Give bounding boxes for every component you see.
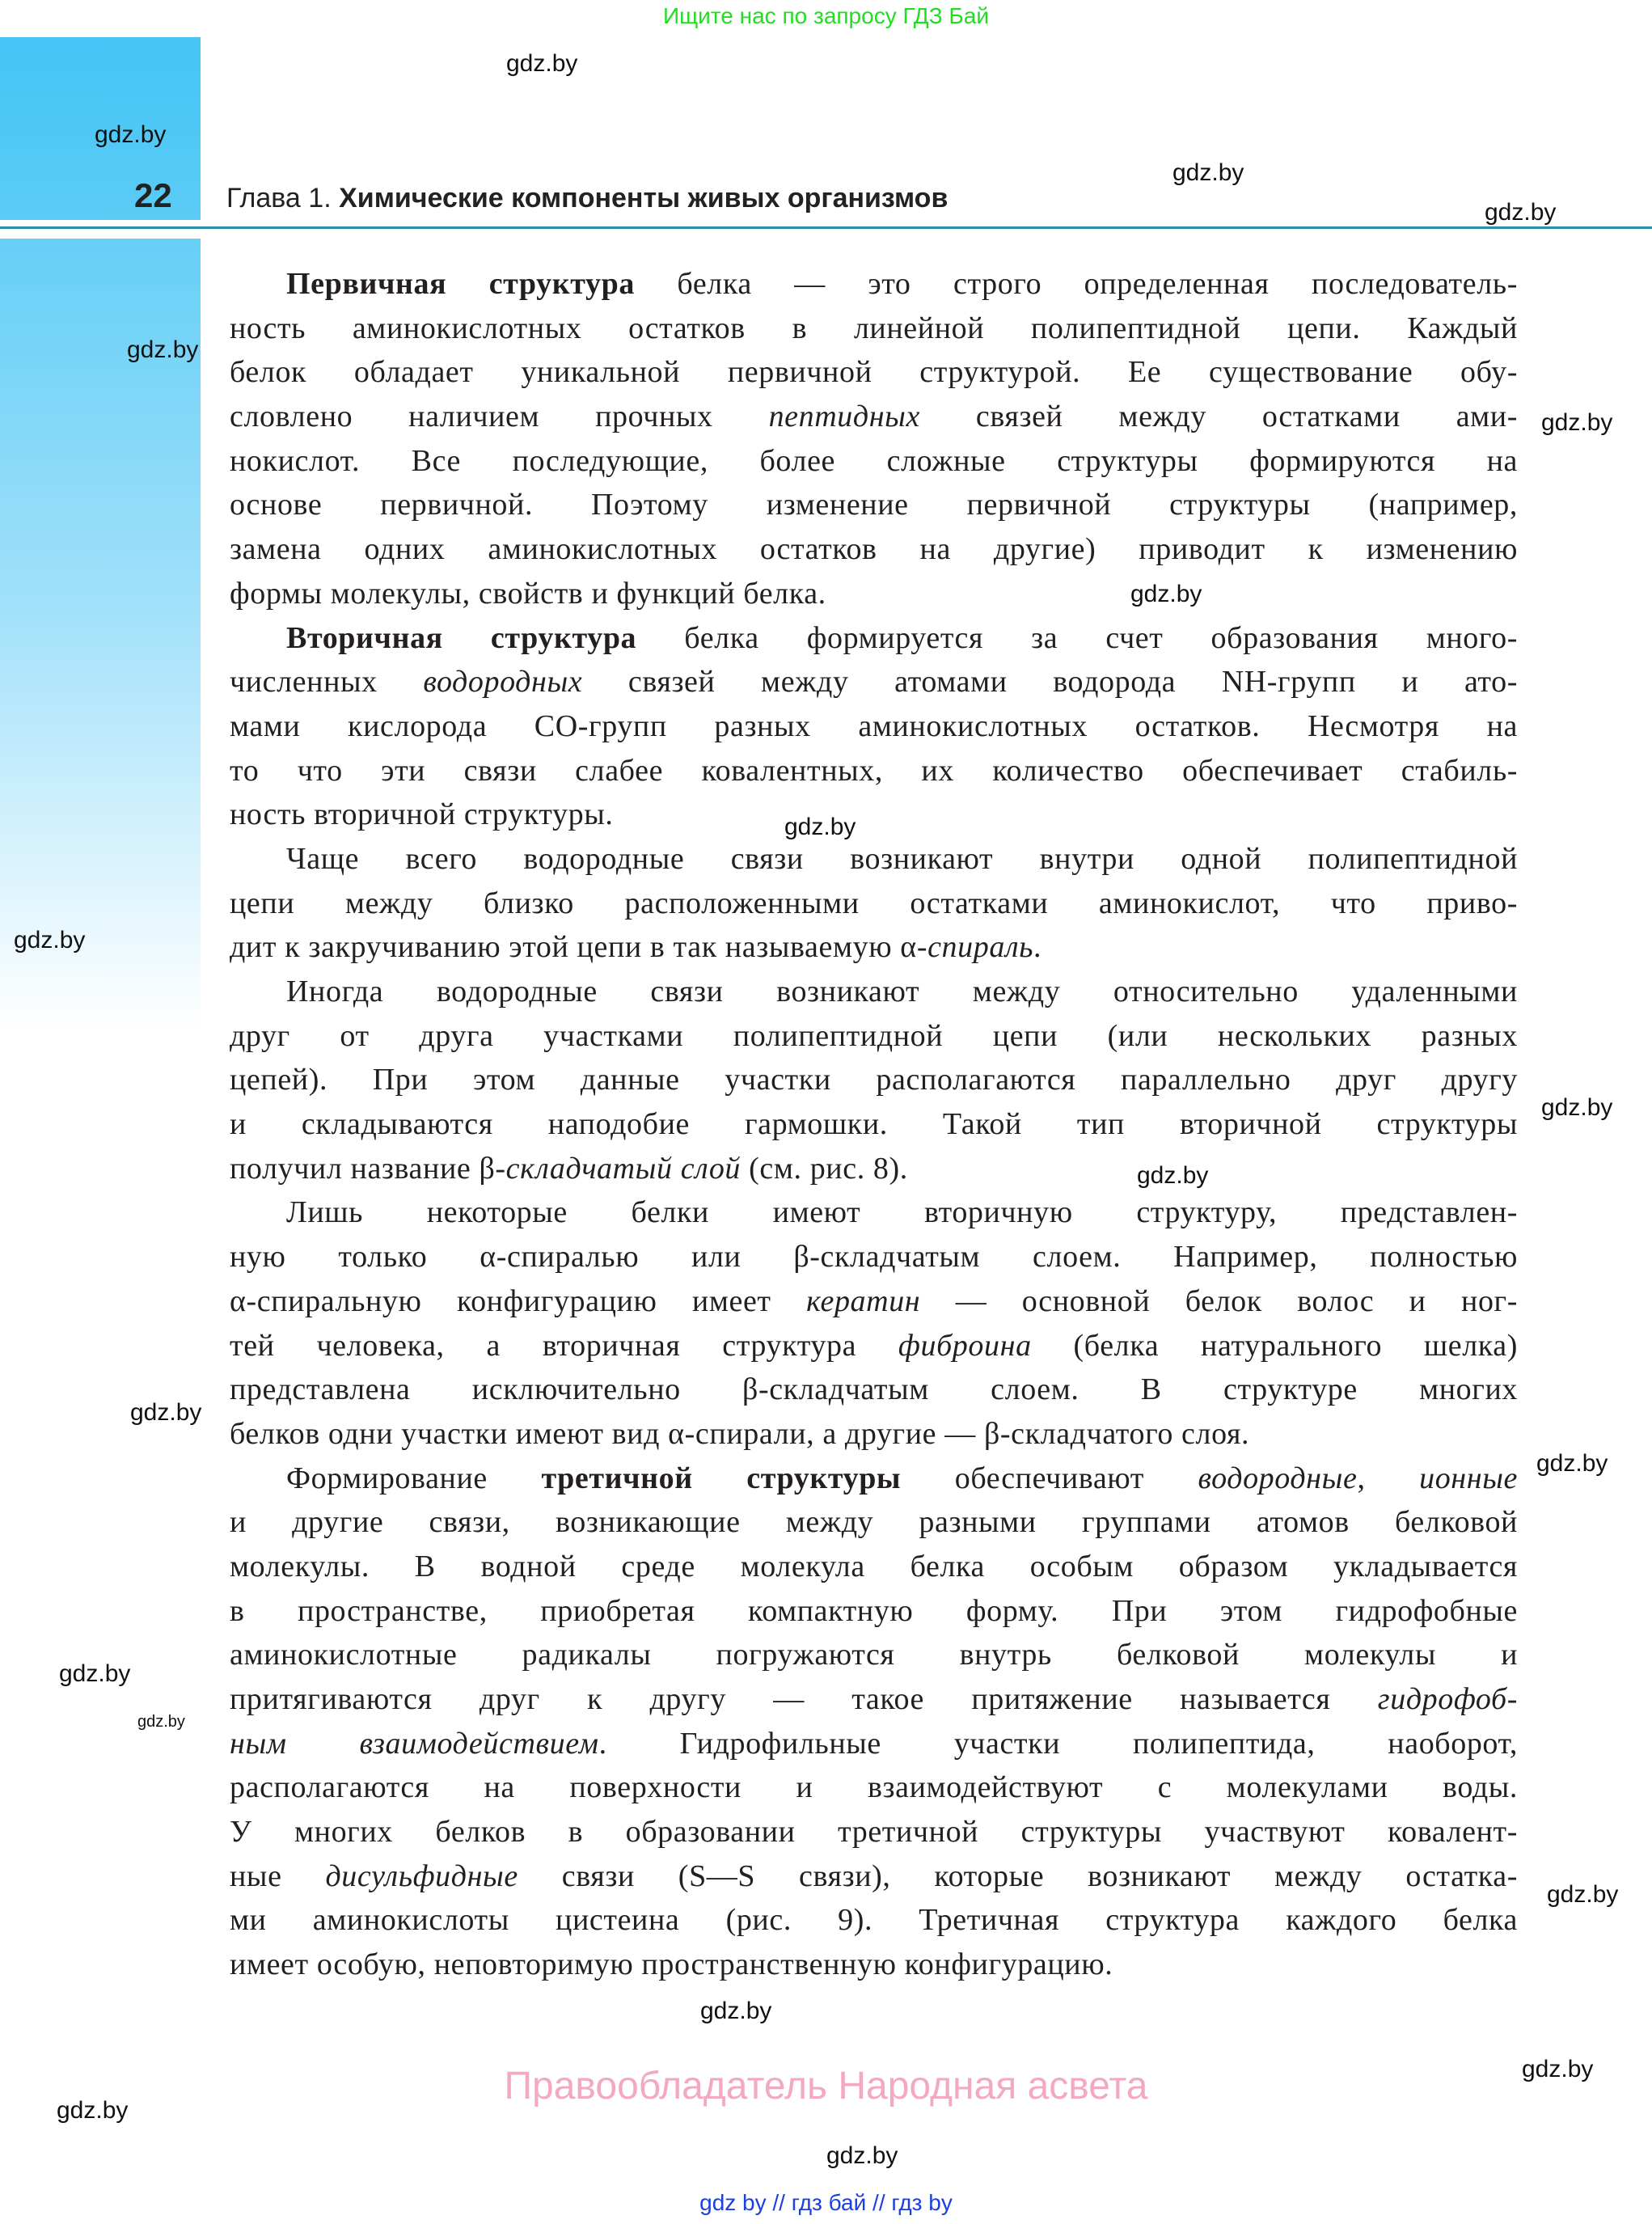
text-line	[230, 793, 1518, 837]
text-run: цепей). При этом данные участки располагаются параллельно друг другу	[230, 1063, 1518, 1097]
text-run: представлена исключительно β-складчатым слоем. В структуре многих	[230, 1372, 1518, 1407]
text-line	[230, 1898, 1518, 1943]
text-run: дит к закручиванию этой цепи в так называемую α-	[230, 930, 928, 965]
watermark: gdz.by	[1536, 1450, 1608, 1477]
watermark: gdz.by	[1541, 1094, 1613, 1121]
text-run: . Гидрофильные участки полипептида, наоборот,	[598, 1726, 1518, 1761]
text-line	[230, 395, 1518, 439]
text-line	[230, 483, 1518, 527]
text-line	[230, 1147, 1518, 1191]
text-run: α-спиральную конфигурацию имеет	[230, 1283, 807, 1318]
text-line	[230, 660, 1518, 704]
watermark: gdz.by	[700, 1998, 772, 2024]
search-hint-banner: Ищите нас по запросу ГДЗ Бай	[662, 3, 990, 28]
text-run: связи (S—S связи), которые возникают между остатка-	[518, 1858, 1518, 1893]
text-line	[230, 1545, 1518, 1589]
text-line	[230, 1324, 1518, 1368]
text-line	[230, 704, 1518, 749]
italic-term: гидрофоб-	[1377, 1682, 1518, 1716]
text-line	[230, 1279, 1518, 1324]
text-line	[230, 925, 1518, 970]
footer-links[interactable]: gdz by // гдз бай // гдз by	[699, 2190, 953, 2215]
watermark: gdz.by	[1172, 159, 1244, 186]
text-line	[230, 439, 1518, 484]
text-line	[230, 1235, 1518, 1279]
text-run: то что эти связи слабее ковалентных, их количество обеспечивает стабиль-	[230, 753, 1518, 788]
watermark: gdz.by	[95, 121, 167, 148]
text-run: аминокислотные радикалы погружаются внутрь белковой молекулы и	[230, 1638, 1518, 1672]
text-line	[230, 1500, 1518, 1545]
watermark: gdz.by	[1541, 409, 1613, 436]
text-line	[230, 1722, 1518, 1766]
text-line	[230, 1058, 1518, 1102]
text-run: притягиваются друг к другу — такое притяжение называется	[230, 1682, 1378, 1716]
text-run: основе первичной. Поэтому изменение первичной структуры (например,	[230, 488, 1518, 522]
text-run: формы молекулы, свойств и функций белка.	[230, 576, 826, 611]
text-run: ные	[230, 1858, 326, 1893]
bold-term: третичной структуры	[541, 1461, 902, 1495]
text-line	[230, 1943, 1518, 1987]
text-run: замена одних аминокислотных остатков на другие) приводит к изменению	[230, 532, 1518, 567]
text-run: Формирование	[286, 1461, 542, 1495]
text-line	[230, 1677, 1518, 1722]
text-line	[230, 1102, 1518, 1147]
text-run: численных	[230, 665, 424, 700]
text-line	[230, 307, 1518, 351]
bold-term: Первичная структура	[286, 267, 635, 301]
text-run: ми аминокислоты цистеина (рис. 9). Третичная структура каждого белка	[230, 1903, 1518, 1938]
text-run: Лишь некоторые белки имеют вторичную структуру, представлен-	[286, 1195, 1518, 1230]
text-line	[230, 1457, 1518, 1501]
text-run: Иногда водородные связи возникают между относительно удаленными	[286, 975, 1518, 1008]
text-line	[230, 1014, 1518, 1059]
italic-term: водородных	[423, 665, 583, 700]
text-line	[230, 1368, 1518, 1412]
text-run: белка формируется за счет образования много-	[636, 620, 1518, 655]
text-line	[230, 262, 1518, 307]
text-line	[230, 1633, 1518, 1677]
text-line	[230, 1589, 1518, 1634]
text-run: словлено наличием прочных	[230, 400, 769, 434]
watermark: gdz.by	[130, 1399, 202, 1426]
text-line	[230, 1765, 1518, 1810]
text-line	[230, 1810, 1518, 1854]
bold-term: Вторичная структура	[286, 620, 637, 655]
text-run: друг от друга участками полипептидной цепи (или нескольких разных	[230, 1018, 1518, 1053]
watermark: gdz.by	[826, 2142, 898, 2169]
text-line	[230, 616, 1518, 661]
italic-term: дисульфидные	[325, 1858, 518, 1893]
watermark: gdz.by	[784, 814, 856, 840]
text-run: обеспечивают	[901, 1461, 1198, 1495]
watermark: gdz.by	[14, 927, 86, 953]
text-run: У многих белков в образовании третичной структуры участвуют ковалент-	[230, 1815, 1518, 1850]
text-run: имеет особую, неповторимую пространственную конфигурацию.	[230, 1947, 1113, 1982]
text-run: и складываются наподобие гармошки. Такой тип вторичной структуры	[230, 1107, 1518, 1142]
copyright-notice: Правообладатель Народная асвета	[504, 2065, 1148, 2108]
text-run: белков одни участки имеют вид α-спирали, а другие — β-складчатого слоя.	[230, 1416, 1250, 1451]
watermark: gdz.by	[1547, 1881, 1619, 1908]
running-header	[226, 183, 948, 214]
watermark: gdz.by	[1130, 581, 1202, 607]
watermark: gdz.by	[57, 2097, 129, 2124]
text-run: мами кислорода CO-групп разных аминокислотных остатков. Несмотря на	[230, 708, 1518, 743]
italic-term: ным взаимодействием	[230, 1726, 599, 1761]
text-run: ность вторичной структуры.	[230, 797, 614, 832]
page-number: 22	[134, 176, 172, 214]
text-run: цепи между близко расположенными остатками аминокислот, что приво-	[230, 886, 1518, 920]
text-run: ную только α-спиралью или β-складчатым слоем. Например, полностью	[230, 1240, 1518, 1275]
text-line	[230, 837, 1518, 882]
text-run: (см. рис. 8).	[741, 1151, 908, 1186]
text-line	[230, 970, 1518, 1014]
italic-term: ионные	[1419, 1461, 1518, 1495]
watermark: gdz.by	[1137, 1162, 1209, 1189]
text-line	[230, 1854, 1518, 1899]
text-run: и другие связи, возникающие между разными группами атомов белковой	[230, 1505, 1518, 1540]
text-run: нокислот. Все последующие, более сложные структуры формируются на	[230, 443, 1518, 478]
watermark: gdz.by	[127, 336, 199, 363]
text-run: (белка натурального шелка)	[1031, 1328, 1518, 1363]
italic-term: водородные	[1198, 1461, 1358, 1495]
text-line	[230, 882, 1518, 926]
italic-term: спираль	[927, 930, 1034, 965]
watermark: gdz.by	[506, 50, 578, 77]
text-line	[230, 350, 1518, 395]
text-run: Чаще всего водородные связи возникают внутри одной полипептидной	[286, 841, 1518, 876]
text-line	[230, 1412, 1518, 1457]
italic-term: кератин	[806, 1283, 921, 1318]
watermark: gdz.by	[1522, 2056, 1594, 2082]
text-run: связей между атомами водорода NH-групп и ато-	[582, 665, 1518, 700]
text-run: .	[1033, 930, 1042, 965]
text-line	[230, 749, 1518, 793]
text-run: молекулы. В водной среде молекула белка особым образом укладывается	[230, 1549, 1518, 1583]
chapter-prefix: Глава 1.	[226, 183, 332, 214]
text-run: ,	[1357, 1461, 1420, 1495]
watermark: gdz.by	[1485, 199, 1557, 226]
text-run: располагаются на поверхности и взаимодействуют с молекулами воды.	[230, 1770, 1518, 1805]
text-line	[230, 527, 1518, 572]
text-run: белка — это строго определенная последователь-	[634, 267, 1518, 301]
chapter-title: Химические компоненты живых организмов	[339, 183, 949, 214]
italic-term: складчатый слой	[505, 1151, 741, 1186]
text-run: связей между остатками ами-	[919, 400, 1518, 434]
text-line	[230, 572, 1518, 616]
text-run: получил название β-	[230, 1151, 506, 1186]
text-run: — основной белок волос и ног-	[920, 1283, 1518, 1318]
text-run: белок обладает уникальной первичной структурой. Ее существование обу-	[230, 355, 1518, 390]
header-divider	[0, 226, 1652, 229]
watermark: gdz.by	[137, 1713, 185, 1731]
text-run: тей человека, а вторичная структура	[230, 1328, 898, 1363]
text-run: ность аминокислотных остатков в линейной полипептидной цепи. Каждый	[230, 311, 1518, 345]
text-run: в пространстве, приобретая компактную форму. При этом гидрофобные	[230, 1593, 1518, 1628]
italic-term: пептидных	[768, 400, 920, 434]
text-line	[230, 1190, 1518, 1235]
watermark: gdz.by	[59, 1660, 131, 1687]
italic-term: фиброина	[898, 1328, 1032, 1363]
body-text	[230, 262, 1518, 1987]
